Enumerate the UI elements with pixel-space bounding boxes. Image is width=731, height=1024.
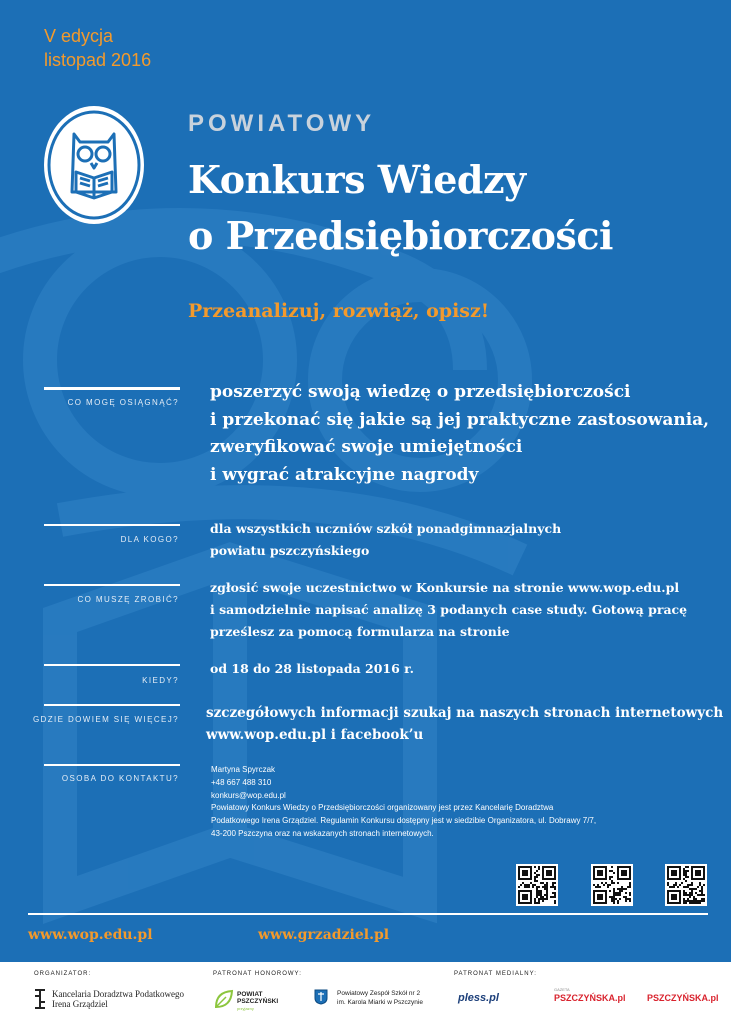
question-contact: OSOBA DO KONTAKTU? bbox=[61, 774, 179, 783]
question-for-whom: DLA KOGO? bbox=[120, 535, 179, 544]
section-divider bbox=[44, 704, 180, 706]
answer-line: szczegółowych informacji szukaj na naszych stronach internetowych bbox=[206, 705, 724, 721]
title-line-1: Konkurs Wiedzy bbox=[188, 157, 526, 202]
answer-line: www.wop.edu.pl i facebook’u bbox=[206, 727, 424, 743]
powiat-leaf-icon bbox=[213, 988, 235, 1010]
answer-achieve bbox=[210, 379, 709, 489]
school-crest-icon bbox=[314, 989, 328, 1005]
answer-what-to-do bbox=[210, 577, 687, 643]
organizer-line: Kancelaria Doradztwa Podatkowego bbox=[52, 989, 184, 999]
qr-code-icon[interactable] bbox=[665, 864, 707, 906]
answer-line: i wygrać atrakcyjne nagrody bbox=[210, 464, 479, 485]
school-line: im. Karola Miarki w Pszczynie bbox=[337, 999, 423, 1006]
title-kicker: POWIATOWY bbox=[188, 110, 376, 137]
contact-note: 43-200 Pszczyna oraz na wskazanych stronach internetowych. bbox=[211, 828, 434, 838]
answer-for-whom bbox=[210, 518, 561, 562]
section-divider bbox=[44, 524, 180, 526]
answer-line: i przekonać się jakie są jej praktyczne zastosowania, bbox=[210, 409, 710, 430]
school-line: Powiatowy Zespół Szkół nr 2 bbox=[337, 990, 421, 997]
contact-email: konkurs@wop.edu.pl bbox=[211, 790, 286, 800]
question-what-to-do: CO MUSZĘ ZROBIĆ? bbox=[77, 595, 179, 604]
website-link-grzadziel[interactable]: www.grzadziel.pl bbox=[258, 927, 390, 943]
section-divider bbox=[44, 764, 180, 766]
owl-logo bbox=[44, 106, 144, 224]
section-divider bbox=[44, 664, 180, 666]
powiat-name bbox=[237, 991, 278, 1012]
contact-info bbox=[211, 764, 596, 841]
media-label: PATRONAT MEDIALNY: bbox=[454, 971, 537, 977]
title-line-2: o Przedsiębiorczości bbox=[188, 213, 613, 258]
answer-line: poszerzyć swoją wiedzę o przedsiębiorczości bbox=[210, 382, 631, 402]
contact-name: Martyna Spyrczak bbox=[211, 765, 276, 774]
edition-date: listopad 2016 bbox=[44, 50, 152, 70]
media-pszczynska-logo: PSZCZYŃSKA.pl bbox=[647, 993, 719, 1003]
question-when: KIEDY? bbox=[142, 676, 179, 685]
question-more-info: GDZIE DOWIEM SIĘ WIĘCEJ? bbox=[32, 715, 179, 724]
organizer-line: Irena Grządziel bbox=[52, 999, 108, 1009]
answer-line: zgłosić swoje uczestnictwo w Konkursie na stronie www.wop.edu.pl bbox=[210, 580, 680, 595]
contact-note: Powiatowy Konkurs Wiedzy o Przedsiębiorczości organizowany jest przez Kancelarię Doradztwa bbox=[211, 803, 554, 813]
organizer-logo-icon bbox=[33, 988, 47, 1010]
answer-line: i samodzielnie napisać analizę 3 podanych case study. Gotową pracę bbox=[210, 602, 688, 617]
owl-book-icon bbox=[44, 106, 144, 224]
tagline: Przeanalizuj, rozwiąż, opisz! bbox=[188, 300, 490, 322]
media-pless-logo: pless.pl bbox=[458, 992, 499, 1004]
organizer-label: ORGANIZATOR: bbox=[34, 971, 92, 977]
powiat-line: przyjazny bbox=[237, 1006, 254, 1011]
answer-line: prześlesz za pomocą formularza na stronie bbox=[210, 624, 510, 639]
question-achieve: CO MOGĘ OSIĄGNĄĆ? bbox=[67, 398, 179, 407]
website-link-wop[interactable]: www.wop.edu.pl bbox=[28, 927, 153, 943]
bottom-divider bbox=[28, 913, 708, 915]
answer-line: powiatu pszczyńskiego bbox=[210, 543, 370, 558]
sponsors-footer bbox=[0, 962, 731, 1024]
contact-phone: +48 667 488 310 bbox=[211, 777, 272, 787]
organizer-name bbox=[52, 989, 184, 1009]
answer-more-info bbox=[206, 702, 723, 746]
answer-line: dla wszystkich uczniów szkół ponadgimnazjalnych bbox=[210, 521, 562, 536]
qr-code-icon[interactable] bbox=[516, 864, 558, 906]
contact-note: Podatkowego Irena Grządziel. Regulamin Konkursu dostępny jest w siedzibie Organizatora, ul. Dobrawy 7/7, bbox=[211, 816, 597, 826]
answer-line: od 18 do 28 listopada 2016 r. bbox=[210, 661, 414, 676]
edition-number: V edycja bbox=[44, 26, 114, 46]
section-divider bbox=[44, 387, 180, 390]
powiat-line: PSZCZYŃSKI bbox=[237, 998, 279, 1005]
qr-code-icon[interactable] bbox=[591, 864, 633, 906]
media-gazeta-logo: PSZCZYŃSKA.pl bbox=[554, 993, 626, 1003]
edition-info bbox=[44, 24, 151, 72]
page-title bbox=[188, 152, 613, 264]
school-name bbox=[337, 989, 423, 1007]
powiat-line: POWIAT bbox=[237, 991, 263, 998]
honorary-label: PATRONAT HONOROWY: bbox=[213, 971, 302, 977]
section-divider bbox=[44, 584, 180, 586]
answer-when bbox=[210, 658, 414, 680]
media-gazeta-label: GAZETA bbox=[554, 987, 570, 992]
answer-line: zweryfikować swoje umiejętności bbox=[210, 437, 523, 457]
